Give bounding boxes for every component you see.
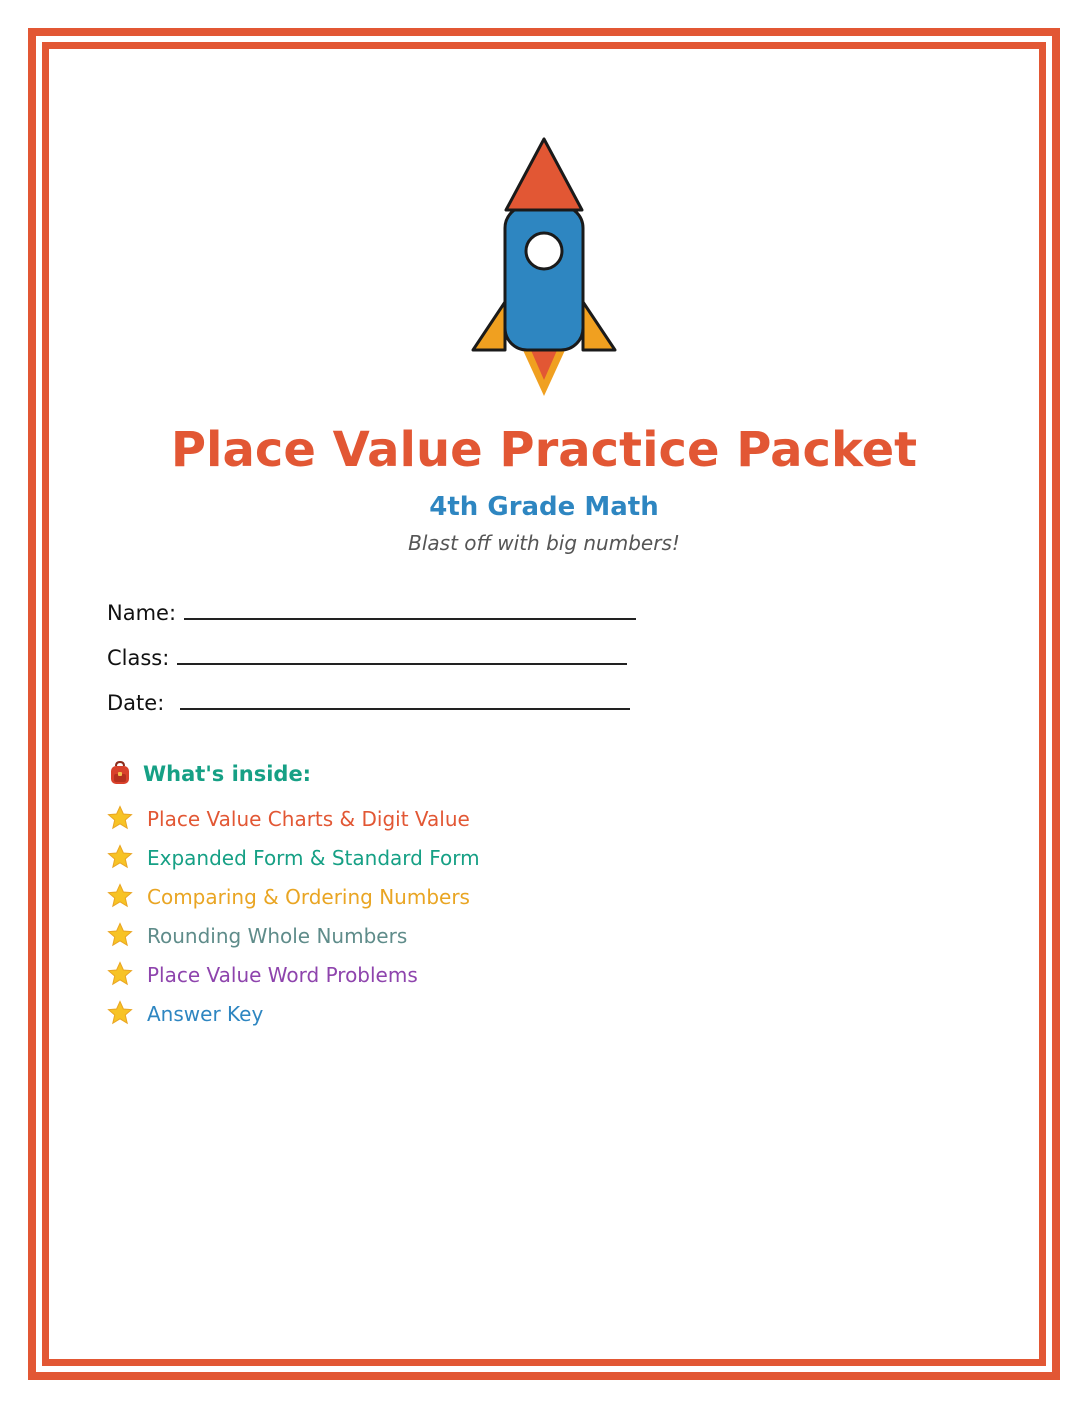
star-icon	[107, 844, 133, 870]
list-item-label: Rounding Whole Numbers	[147, 924, 408, 948]
page-tagline: Blast off with big numbers!	[408, 531, 680, 555]
contents-heading-text: What's inside:	[143, 762, 312, 786]
contents-heading	[107, 759, 311, 789]
list-item-label: Expanded Form & Standard Form	[147, 846, 480, 870]
backpack-icon	[107, 760, 133, 786]
list-item	[107, 998, 480, 1037]
name-line[interactable]	[184, 598, 636, 620]
class-field[interactable]	[107, 643, 627, 672]
star-icon	[107, 1000, 133, 1026]
date-label: Date:	[107, 691, 165, 715]
page-title: Place Value Practice Packet	[170, 422, 918, 478]
star-icon	[107, 922, 133, 948]
list-item	[107, 920, 480, 959]
name-label: Name:	[107, 601, 177, 625]
rocket-icon	[468, 134, 620, 404]
list-item	[107, 959, 480, 998]
list-item-label: Place Value Charts & Digit Value	[147, 807, 470, 831]
list-item	[107, 881, 480, 920]
class-label: Class:	[107, 646, 170, 670]
list-item-label: Place Value Word Problems	[147, 963, 418, 987]
list-item-label: Comparing & Ordering Numbers	[147, 885, 470, 909]
star-icon	[107, 805, 133, 831]
list-item	[107, 803, 480, 842]
list-item	[107, 842, 480, 881]
date-line[interactable]	[180, 688, 630, 710]
list-item-label: Answer Key	[147, 1002, 264, 1026]
class-line[interactable]	[177, 643, 627, 665]
star-icon	[107, 961, 133, 987]
date-field[interactable]	[107, 688, 630, 717]
star-icon	[107, 883, 133, 909]
name-field[interactable]	[107, 598, 636, 627]
page-subtitle: 4th Grade Math	[429, 492, 659, 522]
contents-list	[107, 803, 480, 1037]
